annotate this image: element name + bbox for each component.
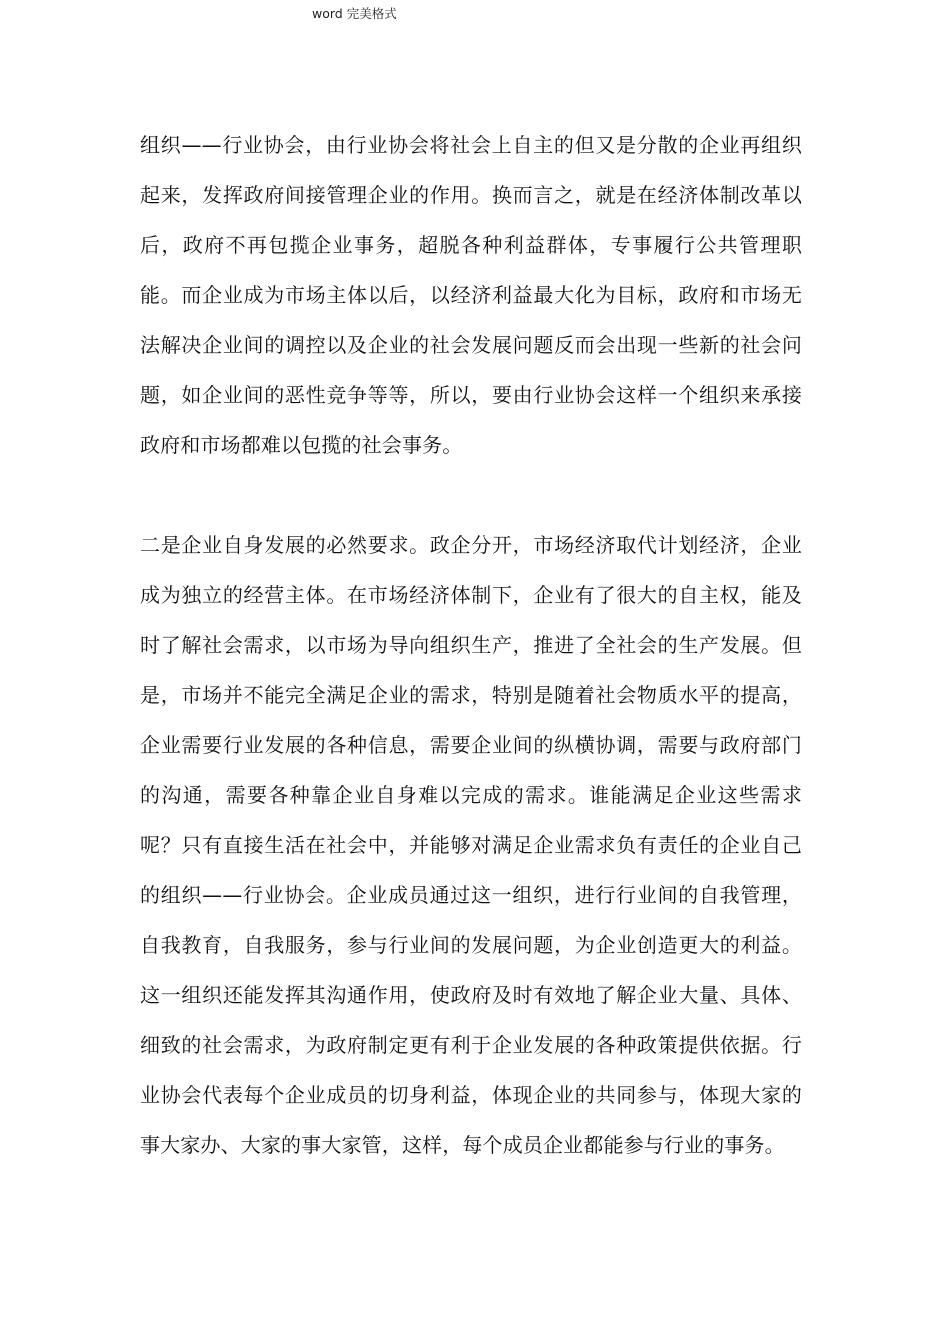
paragraph-2: 二是企业自身发展的必然要求。政企分开，市场经济取代计划经济，企业成为独立的经营主体。在市场经济体制下，企业有了很大的自主权，能及时了解社会需求，以市场为导向组织生产，推进了全社会的生产发展。但是，市场并不能完全满足企业的需求，特别是随着社会物质水平的提高，企业需要行业发展的各种信息，需要企业间的纵横协调，需要与政府部门的沟通，需要各种靠企业自身难以完成的需求。谁能满足企业这些需求呢？只有直接生活在社会中，并能够对满足企业需求负有责任的企业自己的组织——行业协会。企业成员通过这一组织，进行行业间的自我管理，自我教育，自我服务，参与行业间的发展问题，为企业创造更大的利益。这一组织还能发挥其沟通作用，使政府及时有效地了解企业大量、具体、细致的社会需求，为政府制定更有利于企业发展的各种政策提供依据。行业协会代表每个企业成员的切身利益，体现企业的共同参与，体现大家的事大家办、大家的事大家管，这样，每个成员企业都能参与行业的事务。 — [140, 533, 802, 1157]
paragraph-1: 组织——行业协会，由行业协会将社会上自主的但又是分散的企业再组织起来，发挥政府间接管理企业的作用。换而言之，就是在经济体制改革以后，政府不再包揽企业事务，超脱各种利益群体，专事履行公共管理职能。而企业成为市场主体以后，以经济利益最大化为目标，政府和市场无法解决企业间的调控以及企业的社会发展问题反而会出现一些新的社会问题，如企业间的恶性竞争等等，所以，要由行业协会这样一个组织来承接政府和市场都难以包揽的社会事务。 — [140, 133, 802, 457]
document-body — [140, 120, 802, 1170]
page-header: word 完美格式 — [312, 6, 397, 21]
